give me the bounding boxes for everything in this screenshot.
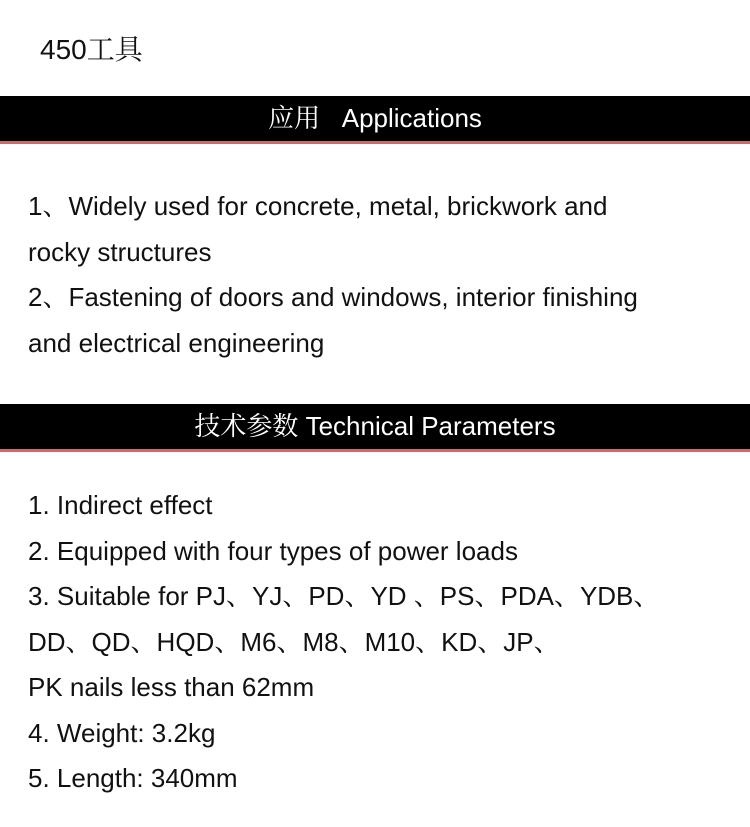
product-title: 450工具 (40, 34, 143, 65)
technical-parameters-list (28, 483, 743, 802)
technical-parameters-header-bar (0, 404, 750, 452)
applications-line-2: rocky structures (28, 236, 212, 267)
parameter-line-power-loads: 2. Equipped with four types of power loads (28, 535, 518, 566)
parameter-line-suitable-nails-1: 3. Suitable for PJ、YJ、PD、YD 、PS、PDA、YDB、 (28, 581, 660, 611)
parameter-line-length: 5. Length: 340mm (28, 763, 238, 793)
applications-header-bar (0, 96, 750, 144)
applications-line-3: 2、Fastening of doors and windows, interior finishing (28, 282, 638, 312)
applications-text (28, 184, 738, 366)
technical-parameters-header-title: 技术参数 Technical Parameters (194, 410, 556, 441)
applications-header-title: 应用 Applications (268, 102, 482, 133)
parameter-line-weight: 4. Weight: 3.2kg (28, 717, 216, 748)
applications-line-4: and electrical engineering (28, 327, 325, 358)
parameter-line-suitable-nails-3: PK nails less than 62mm (28, 672, 315, 702)
applications-line-1: 1、Widely used for concrete, metal, brickwork and (28, 191, 608, 221)
parameter-line-indirect-effect: 1. Indirect effect (28, 490, 213, 520)
parameter-line-suitable-nails-2: DD、QD、HQD、M6、M8、M10、KD、JP、 (28, 626, 560, 657)
